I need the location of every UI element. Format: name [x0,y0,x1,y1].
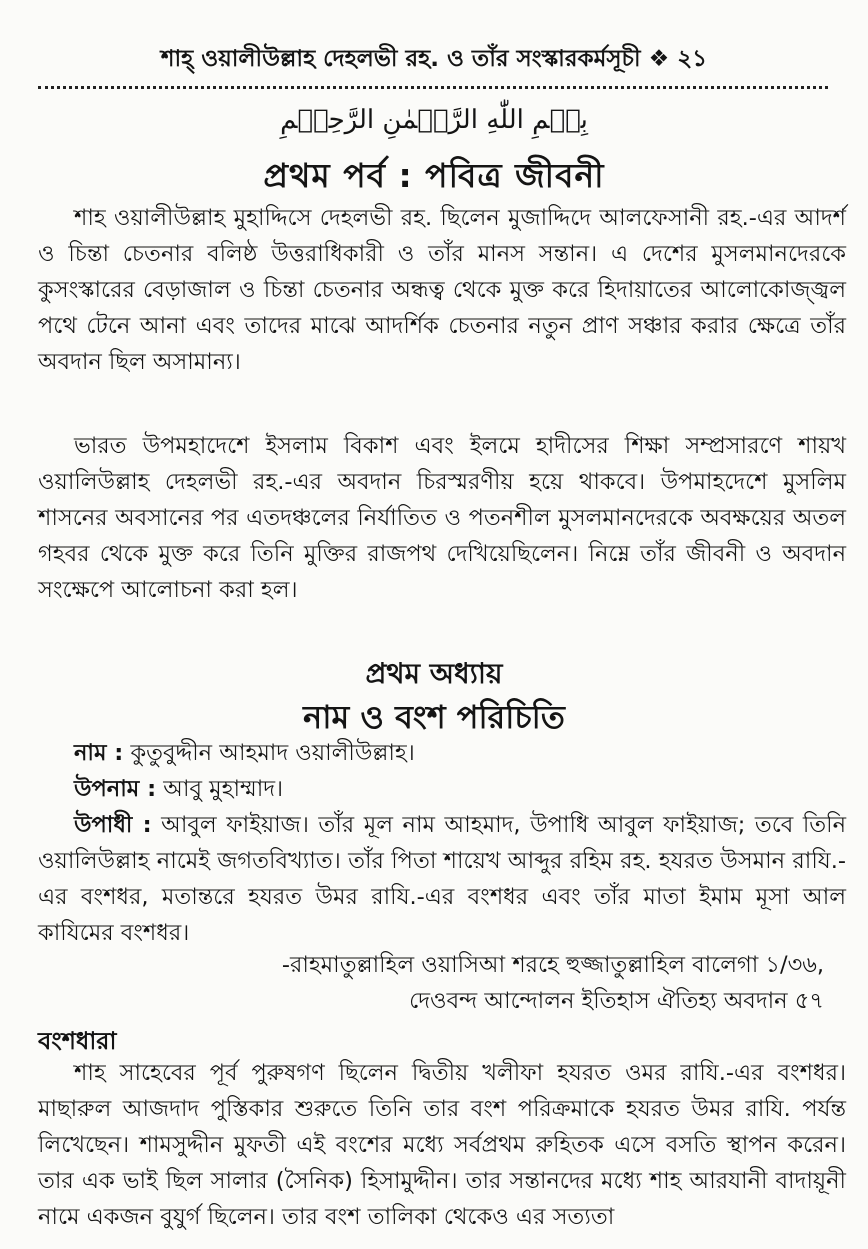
definition-text: আবুল ফাইয়াজ। তাঁর মূল নাম আহমাদ, উপাধি আবুল ফাইয়াজ; তবে তিনি ওয়ালিউল্লাহ নামেই জগতবিখ্যাত। তাঁর পিতা শায়েখ আব্দুর রহিম রহ. হযরত উসমান রাযি.-এর বংশধর, মতান্তরে হযরত উমর রাযি.-এর বংশধর এবং তাঁর মাতা ইমাম মূসা আল কাযিমের বংশধর। [38,812,847,946]
part-title: প্রথম পর্ব : পবিত্র জীবনী [263,156,605,195]
paragraph-text: শাহ ওয়ালীউল্লাহ মুহাদ্দিসে দেহলভী রহ. ছিলেন মুজাদ্দিদে আলফেসানী রহ.-এর আদর্শ ও চিন্তা চেতনার বলিষ্ঠ উত্তরাধিকারী ও তাঁর মানস সন্তান। এ দেশের মুসলমানদেরকে কুসংস্কারের বেড়াজাল ও চিন্তা চেতনার অন্ধত্ব থেকে মুক্ত করে হিদায়াতের আলোকোজ্জ্বল পথে টেনে আনা এবং তাদের মাঝে আদর্শিক চেতনার নতুন প্রাণ সঞ্চার করার ক্ষেত্রে তাঁর অবদান ছিল অসামান্য। [38,205,846,375]
ornament-icon: ❖ [648,46,670,72]
definition-term: উপাধী : [74,812,152,838]
definition-name [38,735,846,771]
lineage-heading: বংশধারা [38,1027,117,1055]
lineage-paragraph [38,1055,846,1235]
running-title: শাহ্ ওয়ালীউল্লাহ দেহলভী রহ. ও তাঁর সংস্কারকর্মসূচী [160,46,641,72]
definition-list [38,735,846,951]
definition-term: উপনাম : [74,776,157,802]
source-citation-2: দেওবন্দ আন্দোলন ইতিহাস ঐতিহ্য অবদান ৫৭ [409,988,824,1014]
running-header [0,40,868,79]
paragraph-text: শাহ সাহেবের পূর্ব পুরুষগণ ছিলেন দ্বিতীয় খলীফা হযরত ওমর রাযি.-এর বংশধর। মাছারুল আজদাদ পুস্তিকার শুরুতে তিনি তার বংশ পরিক্রমাকে হযরত উমর রাযি. পর্যন্ত লিখেছেন। শামসুদ্দীন মুফতী এই বংশের মধ্যে সর্বপ্রথম রুহিতক এসে বসতি স্থাপন করেন। তার এক ভাই ছিল সালার (সৈনিক) হিসামুদ্দীন। তার সন্তানদের মধ্যে শাহ আরযানী বাদায়ূনী নামে একজন বুযুর্গ ছিলেন। তার বংশ তালিকা থেকেও এর সত্যতা [38,1060,846,1230]
dotted-divider [38,86,828,89]
page-number: ২১ [677,46,708,72]
paragraph-text: ভারত উপমহাদেশে ইসলাম বিকাশ এবং ইলমে হাদীসের শিক্ষা সম্প্রসারণে শায়খ ওয়ালিউল্লাহ দেহলভী রহ.-এর অবদান চিরস্মরণীয় হয়ে থাকবে। উপমাহদেশে মুসলিম শাসনের অবসানের পর এতদঞ্চলের নির্যাতিত ও পতনশীল মুসলমানদেরকে অবক্ষয়ের অতল গহবর থেকে মুক্ত করে তিনি মুক্তির রাজপথ দেখিয়েছিলেন। নিম্নে তাঁর জীবনী ও অবদান সংক্ষেপে আলোচনা করা হল। [38,433,846,603]
definition-term: নাম : [74,740,124,766]
definition-text: কুতুবুদ্দীন আহমাদ ওয়ালীউল্লাহ। [130,740,415,766]
chapter-label: প্রথম অধ্যায় [365,657,503,690]
source-citation-1: -রাহমাতুল্লাহিল ওয়াসিআ শরহে হুজ্জাতুল্লাহিল বালেগা ১/৩৬, [281,952,824,978]
intro-paragraph-1 [38,200,846,380]
definition-title [38,807,846,951]
chapter-title: নাম ও বংশ পরিচিতি [303,698,565,736]
definition-text: আবু মুহাম্মাদ। [163,776,284,802]
bismillah-calligraphy: بِسۡمِ اللّٰهِ الرَّحۡمٰنِ الرَّحِيۡمِ [280,105,588,135]
definition-kunya [38,771,846,807]
intro-paragraph-2 [38,428,846,608]
